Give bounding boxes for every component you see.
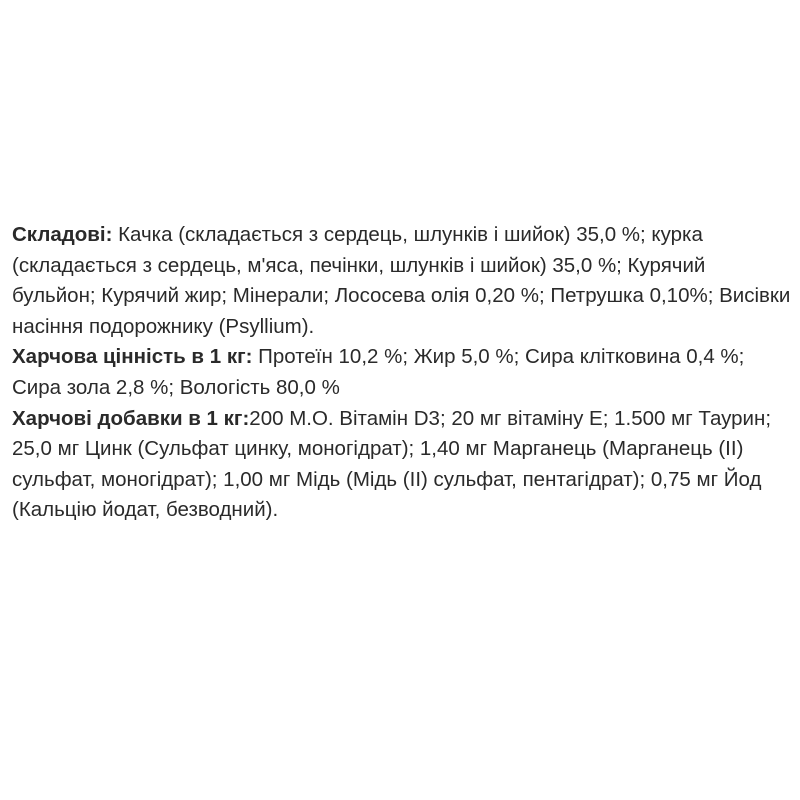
nutrition-text: Протеїн 10,2 %; Жир 5,0 %; Сира клітковина 0,4 %; Сира зола 2,8 %; Вологість 80,0 % [12,345,745,399]
additives-label: Харчові добавки в 1 кг: [12,406,250,430]
ingredients-paragraph [12,220,792,342]
additives-text: 200 М.О. Вітамін D3; 20 мг вітаміну Е; 1.500 мг Таурин; 25,0 мг Цинк (Сульфат цинку, моногідрат); 1,40 мг Марганець (Марганець (II) сульфат, моногідрат); 1,00 мг Мідь (Мідь (II) сульфат, пентагідрат); 0,75 мг Йод (Кальцію йодат, безводний). [12,406,772,522]
ingredients-label: Складові: [12,223,113,246]
additives-paragraph [12,404,792,526]
product-composition-text [12,220,792,526]
nutrition-label: Харчова цінність в 1 кг: [12,345,253,369]
nutrition-paragraph [12,342,792,403]
ingredients-text: Качка (складається з сердець, шлунків і шийок) 35,0 %; курка (складається з сердець, м'яса, печінки, шлунків і шийок) 35,0 %; Курячий бульйон; Курячий жир; Мінерали; Лососева олія 0,20 %; Петрушка 0,10%; Висівки насіння подорожнику (Psyllium). [12,223,791,338]
